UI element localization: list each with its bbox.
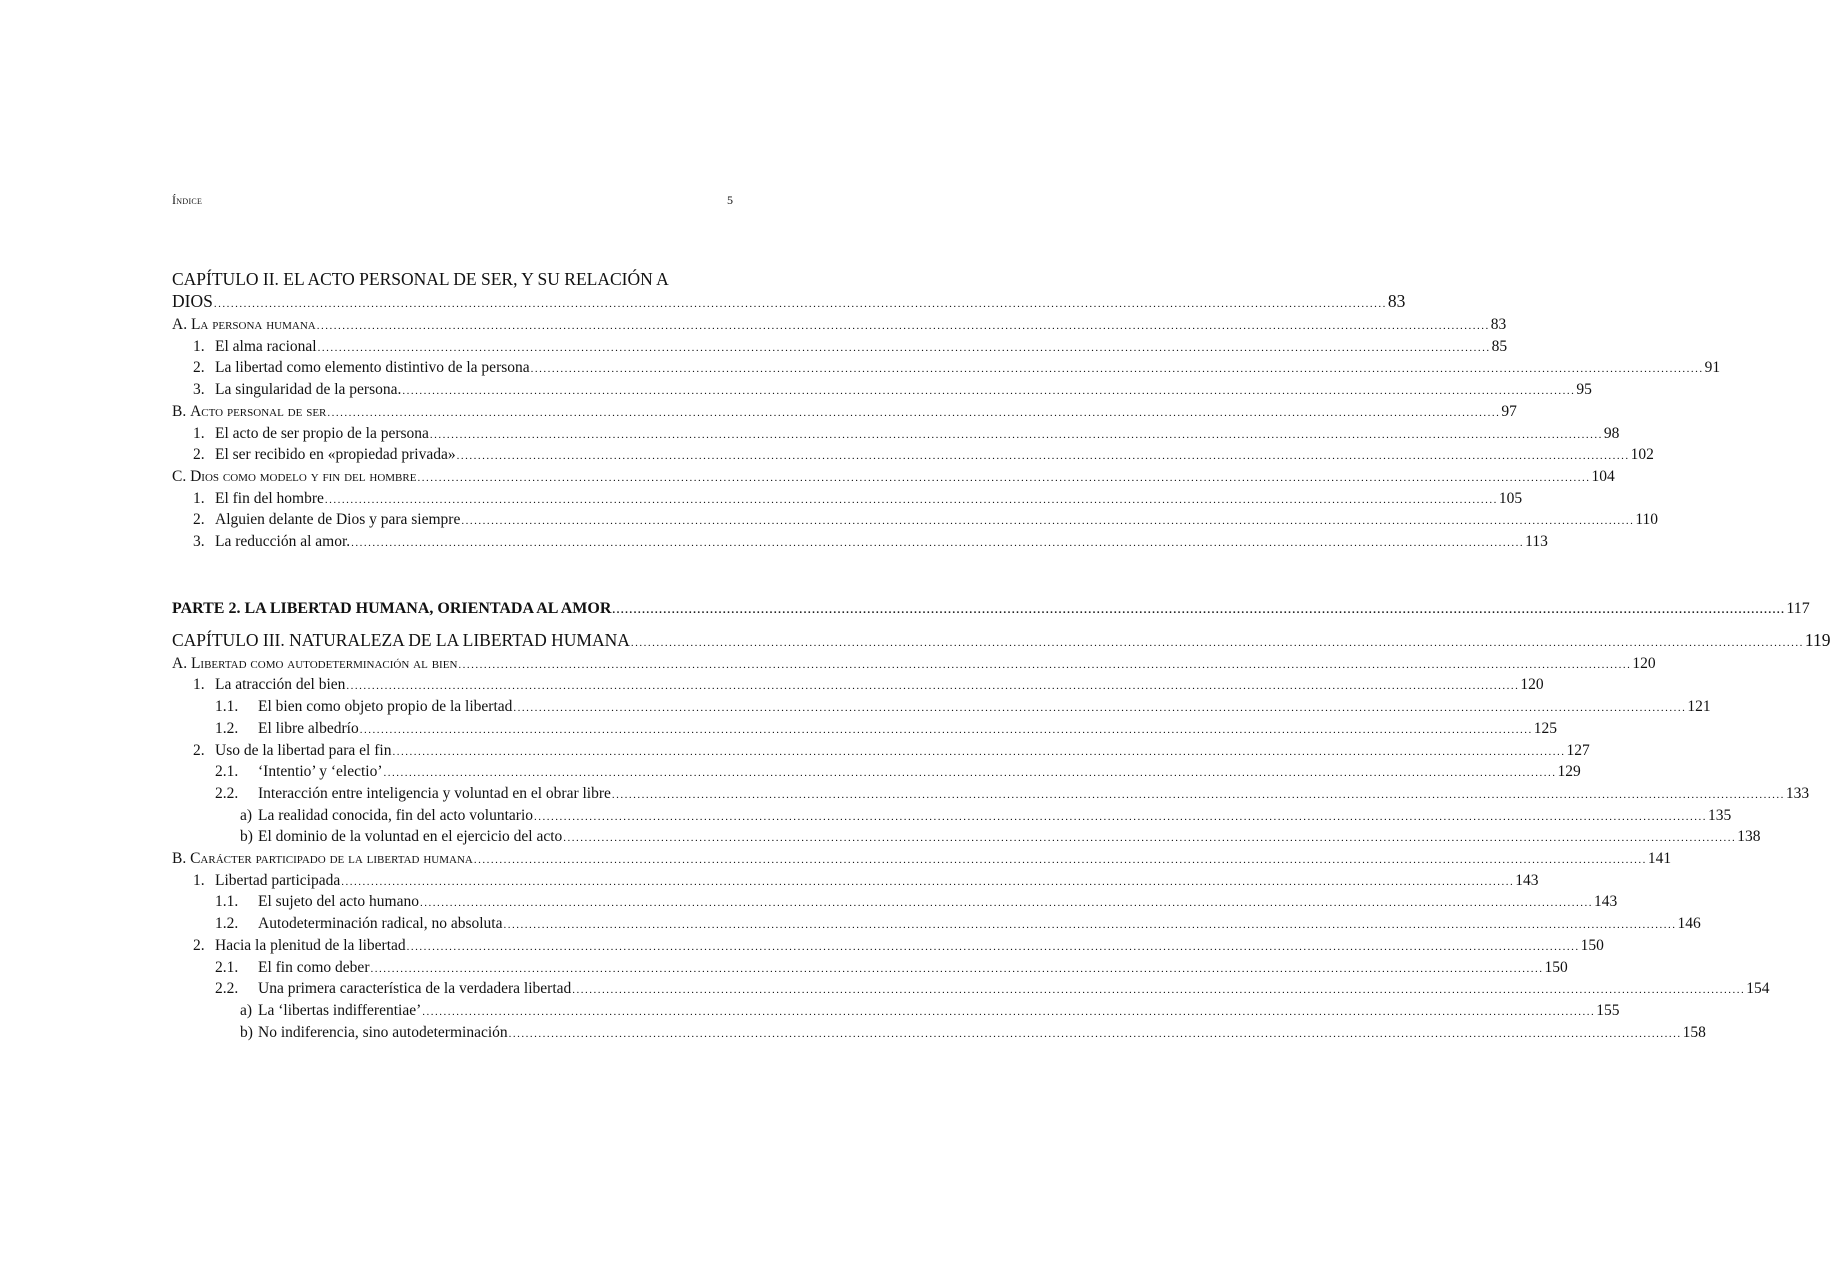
toc-label: La atracción del bien	[215, 676, 346, 694]
toc-entry[interactable]	[172, 445, 1654, 467]
toc-page: 102	[1630, 446, 1654, 464]
toc-label: Libertad como autodeterminación al bien	[190, 654, 458, 672]
toc-label: La persona humana	[190, 316, 316, 333]
table-of-contents	[172, 268, 1830, 1044]
toc-num: A.	[172, 654, 188, 672]
dot-leader	[457, 446, 1630, 467]
toc-label: Dios como modelo y fin del hombre	[190, 467, 417, 485]
toc-entry[interactable]	[172, 424, 1620, 446]
running-header	[172, 193, 733, 208]
toc-entry[interactable]	[172, 762, 1581, 784]
toc-num: 1.1.	[215, 698, 239, 716]
toc-label: El ser recibido en «propiedad privada»	[215, 446, 456, 464]
toc-label: Carácter participado de la libertad humana	[190, 850, 473, 868]
toc-num: 2.	[193, 936, 205, 954]
toc-label: No indiferencia, sino autodeterminación	[258, 1023, 508, 1041]
toc-page: 117	[1786, 599, 1810, 617]
chapter-2-title-line-1: CAPÍTULO II. EL ACTO PERSONAL DE SER, Y SU RELACIÓN A	[172, 269, 669, 289]
dot-leader	[407, 937, 1580, 958]
dot-leader	[430, 425, 1603, 446]
toc-page: 120	[1632, 654, 1656, 672]
toc-num: b)	[240, 828, 253, 846]
toc-label: Uso de la libertad para el fin	[215, 741, 392, 759]
toc-num: 1.	[193, 871, 205, 889]
toc-num: 2.	[193, 511, 205, 529]
dot-leader	[513, 698, 1686, 719]
toc-entry[interactable]	[172, 358, 1721, 380]
running-title: Índice	[172, 193, 203, 207]
toc-label: El libre albedrío	[258, 719, 359, 737]
toc-num: 1.	[193, 676, 205, 694]
toc-label: ‘Intentio’ y ‘electio’	[258, 763, 383, 781]
toc-entry[interactable]	[172, 337, 1508, 359]
toc-page: 129	[1557, 763, 1581, 781]
dot-leader	[503, 915, 1676, 936]
toc-num: 1.	[193, 489, 205, 507]
toc-label: El fin del hombre	[215, 489, 324, 507]
toc-entry-section-a[interactable]	[172, 315, 1507, 337]
dot-leader	[563, 828, 1736, 849]
dot-leader	[531, 359, 1704, 380]
toc-page: 113	[1525, 533, 1548, 551]
toc-entry-part-2[interactable]	[172, 598, 1810, 621]
toc-entry[interactable]	[172, 827, 1761, 849]
toc-entry-chapter-3[interactable]	[172, 629, 1830, 654]
toc-num: B.	[172, 402, 187, 420]
toc-page: 150	[1580, 936, 1604, 954]
toc-entry[interactable]	[172, 958, 1568, 980]
toc-entry[interactable]	[172, 979, 1770, 1001]
toc-page: 146	[1677, 915, 1701, 933]
toc-label: La realidad conocida, fin del acto voluntario	[258, 806, 534, 824]
part-2-title: PARTE 2. LA LIBERTAD HUMANA, ORIENTADA AL AMOR	[172, 599, 612, 617]
dot-leader	[370, 959, 1543, 980]
toc-label: Acto personal de ser	[190, 402, 327, 420]
toc-entry[interactable]	[172, 914, 1701, 936]
toc-num: 3.	[193, 533, 205, 551]
toc-label: El alma racional	[215, 337, 317, 355]
toc-num: 1.1.	[215, 893, 239, 911]
toc-num: 1.	[193, 337, 205, 355]
toc-page: 138	[1737, 828, 1761, 846]
toc-label: Interacción entre inteligencia y voluntad en el obrar libre	[258, 784, 611, 802]
toc-entry[interactable]	[172, 936, 1604, 958]
dot-leader	[474, 850, 1647, 871]
dot-leader	[317, 316, 1490, 337]
toc-page: 98	[1603, 424, 1620, 442]
dot-leader	[572, 980, 1745, 1001]
dot-leader	[318, 338, 1491, 359]
dot-leader	[214, 293, 1387, 315]
toc-entry[interactable]	[172, 892, 1618, 914]
toc-label: La ‘libertas indifferentiae’	[258, 1001, 422, 1019]
toc-page: 158	[1682, 1023, 1706, 1041]
toc-label: La libertad como elemento distintivo de la persona	[215, 359, 530, 377]
toc-page: 97	[1501, 402, 1517, 420]
toc-num: 2.2.	[215, 784, 239, 802]
toc-entry[interactable]	[172, 697, 1711, 719]
dot-leader	[509, 1024, 1682, 1045]
dot-leader	[461, 511, 1634, 532]
toc-entry[interactable]	[172, 380, 1592, 402]
toc-num: 3.	[193, 381, 205, 399]
toc-label: El acto de ser propio de la persona	[215, 424, 429, 442]
toc-entry[interactable]	[172, 489, 1523, 511]
toc-num: B.	[172, 850, 187, 868]
toc-entry[interactable]	[172, 871, 1539, 893]
toc-page: 121	[1687, 698, 1711, 716]
chapter-3-title: CAPÍTULO III. NATURALEZA DE LA LIBERTAD HUMANA	[172, 629, 630, 650]
dot-leader	[534, 807, 1707, 828]
toc-num: 2.2.	[215, 980, 239, 998]
toc-label: Hacia la plenitud de la libertad	[215, 936, 406, 954]
toc-num: 2.	[193, 446, 205, 464]
toc-num: 2.1.	[215, 763, 239, 781]
toc-label: Libertad participada	[215, 871, 341, 889]
toc-page: 91	[1704, 359, 1721, 377]
toc-page: 141	[1647, 850, 1672, 868]
dot-leader	[631, 632, 1804, 654]
toc-page: 133	[1785, 784, 1810, 802]
dot-leader	[346, 676, 1519, 697]
toc-label: La reducción al amor.	[215, 533, 351, 551]
toc-num: 2.1.	[215, 958, 239, 976]
toc-entry[interactable]	[172, 806, 1732, 828]
toc-entry-chapter-2[interactable]	[172, 290, 1406, 315]
dot-leader	[612, 785, 1785, 806]
toc-num: 2.	[193, 359, 205, 377]
dot-leader	[422, 1002, 1595, 1023]
dot-leader	[612, 599, 1785, 621]
toc-page: 154	[1746, 980, 1770, 998]
toc-num: 2.	[193, 741, 205, 759]
toc-label: El bien como objeto propio de la libertad	[258, 698, 513, 716]
toc-page: 143	[1515, 871, 1539, 889]
toc-page: 120	[1520, 676, 1544, 694]
toc-entry[interactable]	[172, 532, 1548, 554]
toc-num: a)	[240, 1001, 253, 1019]
toc-label: Alguien delante de Dios y para siempre	[215, 511, 461, 529]
toc-page: 143	[1594, 893, 1618, 911]
toc-entry[interactable]	[172, 1023, 1706, 1045]
dot-leader	[458, 655, 1631, 676]
dot-leader	[327, 403, 1500, 424]
toc-page: 95	[1576, 381, 1592, 399]
toc-page: 127	[1566, 741, 1590, 759]
toc-num: b)	[240, 1023, 253, 1041]
toc-num: A.	[172, 316, 188, 333]
dot-leader	[351, 533, 1524, 554]
toc-entry-section-c[interactable]	[172, 467, 1615, 489]
toc-label: Una primera característica de la verdadera libertad	[258, 980, 572, 998]
chapter-2-title-line-2: DIOS	[172, 291, 213, 311]
dot-leader	[325, 490, 1498, 511]
toc-page: 83	[1387, 291, 1406, 311]
toc-page: 125	[1533, 719, 1557, 737]
toc-num: 1.	[193, 424, 205, 442]
toc-entry-section-b[interactable]	[172, 849, 1672, 871]
toc-num: C.	[172, 467, 187, 485]
toc-num: 1.2.	[215, 719, 239, 737]
dot-leader	[392, 742, 1565, 763]
toc-page: 110	[1635, 511, 1659, 529]
toc-label: El fin como deber	[258, 958, 370, 976]
toc-entry[interactable]	[172, 510, 1659, 532]
toc-entry[interactable]	[172, 675, 1544, 697]
toc-entry-section-a[interactable]	[172, 654, 1656, 676]
dot-leader	[417, 468, 1590, 489]
toc-num: a)	[240, 806, 253, 824]
dot-leader	[402, 381, 1575, 402]
toc-entry[interactable]	[172, 719, 1557, 741]
page-number: 5	[727, 193, 733, 207]
toc-entry[interactable]	[172, 784, 1810, 806]
toc-page: 135	[1708, 806, 1732, 824]
toc-page: 150	[1544, 958, 1568, 976]
dot-leader	[420, 893, 1593, 914]
toc-label: El sujeto del acto humano	[258, 893, 419, 911]
toc-num: 1.2.	[215, 915, 239, 933]
toc-label: La singularidad de la persona.	[215, 381, 402, 399]
toc-entry[interactable]	[172, 1001, 1620, 1023]
toc-label: Autodeterminación radical, no absoluta	[258, 915, 503, 933]
toc-entry[interactable]	[172, 741, 1590, 763]
toc-page: 119	[1804, 629, 1830, 650]
toc-page: 83	[1490, 316, 1507, 333]
toc-label: El dominio de la voluntad en el ejercicio del acto	[258, 828, 563, 846]
dot-leader	[341, 872, 1514, 893]
toc-page: 104	[1591, 467, 1615, 485]
toc-page: 155	[1596, 1001, 1620, 1019]
dot-leader	[384, 763, 1557, 784]
toc-entry-section-b[interactable]	[172, 402, 1517, 424]
dot-leader	[360, 720, 1533, 741]
toc-page: 105	[1498, 489, 1523, 507]
toc-page: 85	[1491, 337, 1508, 355]
